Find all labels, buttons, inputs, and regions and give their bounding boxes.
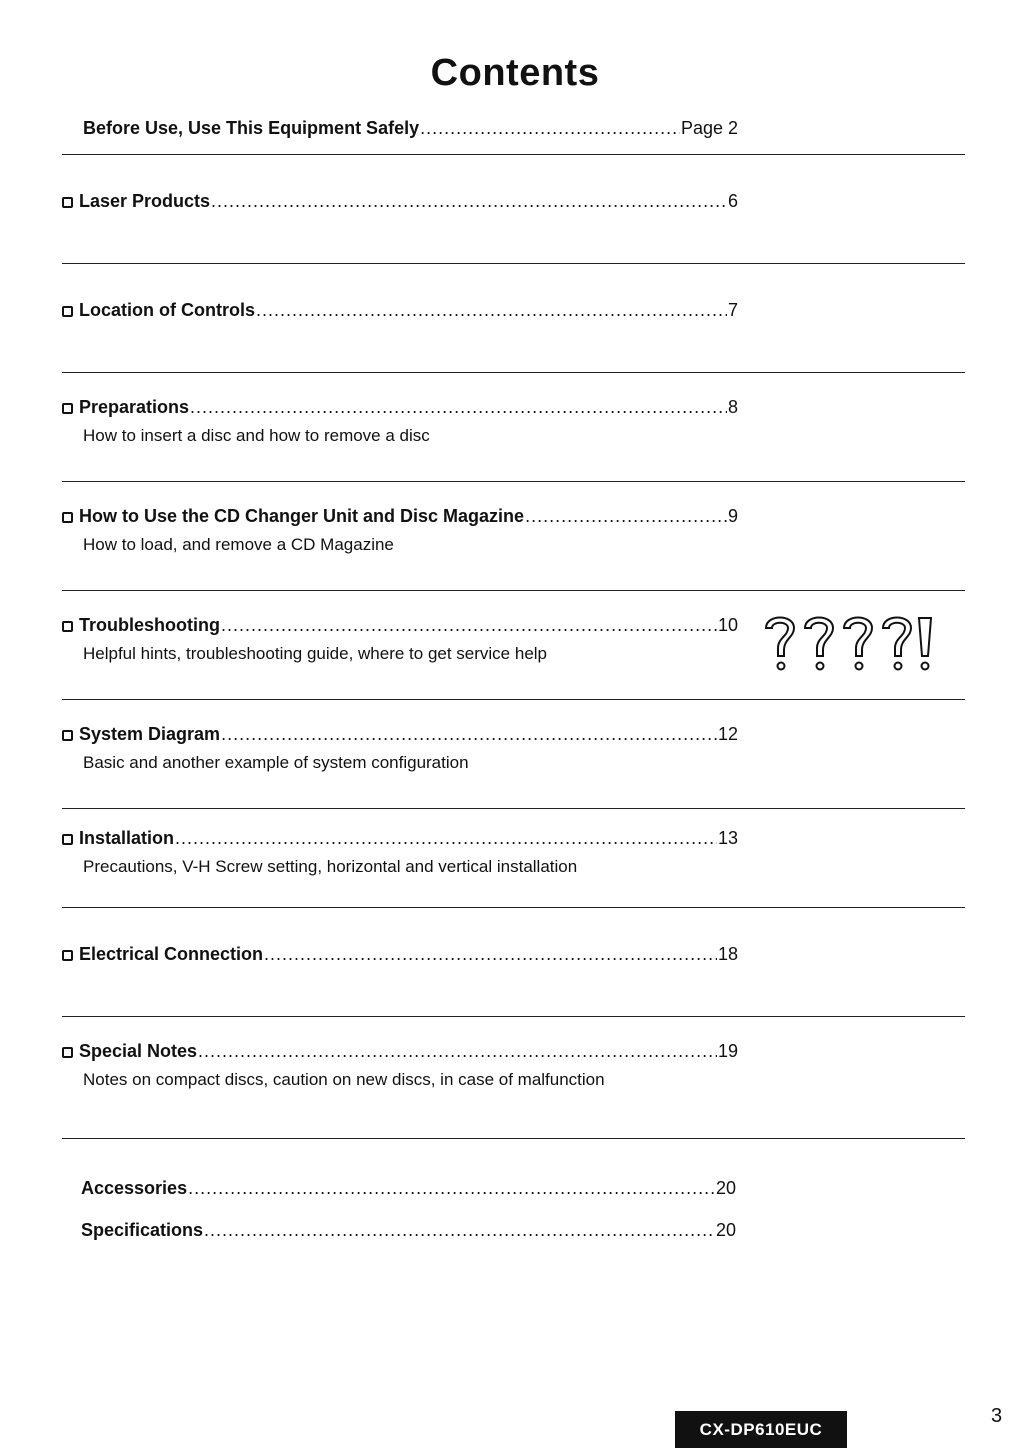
- toc-entry-label: How to Use the CD Changer Unit and Disc Magazine: [79, 506, 525, 526]
- checkbox-icon: [62, 621, 73, 632]
- toc-entry-description: Helpful hints, troubleshooting guide, where to get service help: [83, 644, 548, 663]
- divider: [62, 907, 965, 908]
- dot-leader: [525, 506, 727, 527]
- toc-entry-label: Before Use, Use This Equipment Safely: [83, 118, 420, 138]
- page-title: Contents: [430, 52, 600, 94]
- toc-entry-label: Special Notes: [79, 1041, 198, 1061]
- toc-entry-label: Laser Products: [79, 191, 211, 211]
- toc-entry-label: Installation: [79, 828, 175, 848]
- toc-entry[interactable]: [62, 506, 738, 555]
- toc-entry-page: 13: [717, 828, 738, 848]
- toc-entry-label: System Diagram: [79, 724, 221, 744]
- toc-entry-label: Specifications: [81, 1220, 204, 1240]
- divider: [62, 699, 965, 700]
- toc-entry-description: How to insert a disc and how to remove a disc: [83, 426, 430, 445]
- toc-entry[interactable]: [62, 300, 738, 321]
- dot-leader: [211, 191, 727, 212]
- toc-entry-page: 6: [727, 191, 738, 211]
- checkbox-icon: [62, 512, 73, 523]
- toc-entry-description: How to load, and remove a CD Magazine: [83, 535, 394, 554]
- dot-leader: [264, 944, 717, 965]
- checkbox-icon: [62, 197, 73, 208]
- divider: [62, 481, 965, 482]
- toc-entry-description: Basic and another example of system configuration: [83, 753, 469, 772]
- toc-entry-page: 10: [717, 615, 738, 635]
- model-label: CX-DP610EUC: [675, 1411, 847, 1448]
- checkbox-icon: [62, 306, 73, 317]
- question-marks-icon: [760, 610, 945, 674]
- toc-entry[interactable]: [62, 191, 738, 212]
- dot-leader: [190, 397, 727, 418]
- checkbox-icon: [62, 403, 73, 414]
- divider: [62, 263, 965, 264]
- divider: [62, 1016, 965, 1017]
- toc-entry-page: 20: [715, 1178, 736, 1198]
- checkbox-icon: [62, 950, 73, 961]
- toc-entry-page: 8: [727, 397, 738, 417]
- divider: [62, 372, 965, 373]
- divider: [62, 590, 965, 591]
- checkbox-icon: [62, 1047, 73, 1058]
- toc-entry[interactable]: [62, 724, 738, 773]
- divider: [62, 154, 965, 155]
- toc-entry-description: Notes on compact discs, caution on new discs, in case of malfunction: [83, 1070, 605, 1089]
- toc-entry-page: 20: [715, 1220, 736, 1240]
- dot-leader: [221, 724, 717, 745]
- dot-leader: [221, 615, 717, 636]
- dot-leader: [198, 1041, 717, 1062]
- page-number: 3: [991, 1405, 1003, 1427]
- toc-entry-label: Preparations: [79, 397, 190, 417]
- dot-leader: [420, 118, 680, 139]
- toc-entry-page: 7: [727, 300, 738, 320]
- toc-entry-description: Precautions, V-H Screw setting, horizontal and vertical installation: [83, 857, 578, 876]
- toc-entry[interactable]: [62, 944, 738, 965]
- dot-leader: [256, 300, 727, 321]
- toc-entry-label: Accessories: [81, 1178, 188, 1198]
- dot-leader: [188, 1178, 715, 1199]
- toc-entry-label: Electrical Connection: [79, 944, 264, 964]
- toc-entry-safety[interactable]: [83, 118, 738, 139]
- checkbox-icon: [62, 730, 73, 741]
- toc-entry-page: 19: [717, 1041, 738, 1061]
- divider: [62, 808, 965, 809]
- toc-entry[interactable]: [62, 397, 738, 446]
- toc-entry-page: 9: [727, 506, 738, 526]
- toc-entry[interactable]: [62, 615, 738, 664]
- toc-entry-page: 12: [717, 724, 738, 744]
- toc-entry-accessories[interactable]: [81, 1178, 736, 1199]
- toc-entry[interactable]: [62, 1041, 738, 1090]
- toc-entry-page: Page 2: [680, 118, 738, 138]
- toc-entry-specifications[interactable]: [81, 1220, 736, 1241]
- dot-leader: [175, 828, 717, 849]
- toc-entry-label: Location of Controls: [79, 300, 255, 320]
- toc-entry[interactable]: [62, 828, 738, 877]
- toc-entry-page: 18: [717, 944, 738, 964]
- dot-leader: [204, 1220, 715, 1241]
- divider: [62, 1138, 965, 1139]
- toc-entry-label: Troubleshooting: [79, 615, 220, 635]
- checkbox-icon: [62, 834, 73, 845]
